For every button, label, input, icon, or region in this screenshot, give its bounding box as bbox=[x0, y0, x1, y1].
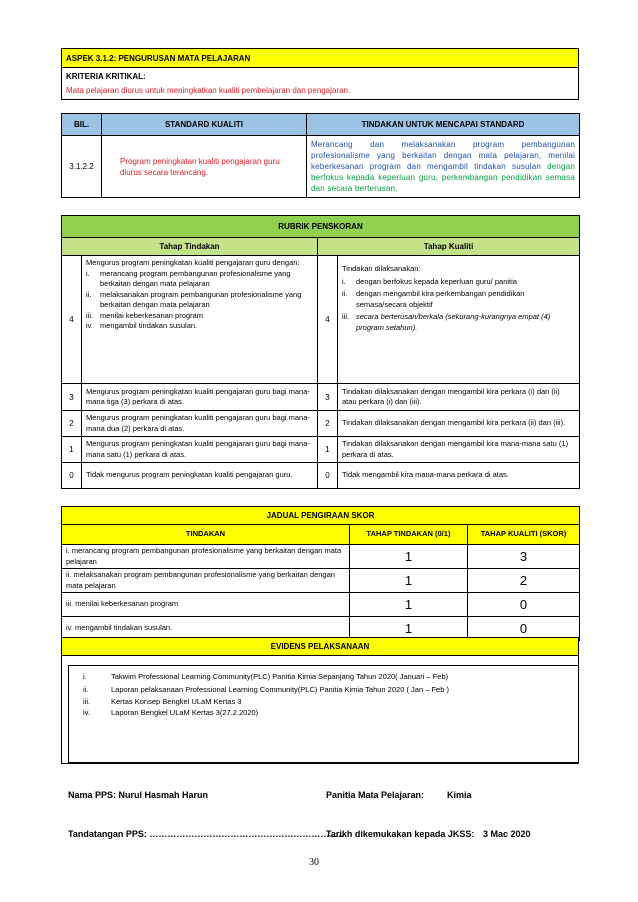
header-tindakan-col: TINDAKAN bbox=[62, 525, 350, 545]
table-row: 3 Mengurus program peningkatan kualiti pengajaran guru bagi mana-mana tiga (3) perkara di atas. 3 Tindakan dilaksanakan dengan mengambil kira perkara (i) dan (ii) atau perkara (i) dan (iii). bbox=[62, 384, 580, 411]
list-item: iv. Laporan Bengkel ULaM Kertas 3(27.2.2020) bbox=[83, 707, 259, 717]
kriteria-label: KRITERIA KRITIKAL: bbox=[66, 72, 146, 81]
header-tahap-kualiti: TAHAP KUALITI (SKOR) bbox=[468, 525, 580, 545]
table-row: 1 Mengurus program peningkatan kualiti pengajaran guru bagi mana-mana satu (1) perkara di atas. 1 Tindakan dilaksanakan dengan mengambil kira mana-mana satu (1) perkara di atas. bbox=[62, 437, 580, 463]
rubrik-table bbox=[61, 215, 580, 489]
panitia-label: Panitia Mata Pelajaran: bbox=[326, 790, 425, 800]
panitia-value: Kimia bbox=[447, 790, 472, 800]
jadual-table bbox=[61, 506, 580, 641]
header-bil: BIL. bbox=[62, 114, 102, 136]
table-row: 2 Mengurus program peningkatan kualiti pengajaran guru bagi mana-mana dua (2) perkara di atas. 2 Tindakan dilaksanakan dengan mengambil kira perkara (ii) dan (iii). bbox=[62, 411, 580, 437]
evidens-table bbox=[61, 637, 579, 764]
list-item: ii. dengan mengambil kira perkembangan pendidikan semasa/secara objektif bbox=[342, 289, 525, 309]
table-row: ii. melaksanakan program pembangunan profesionalisme yang berkaitan dengan mata pelajaran 1 2 bbox=[62, 569, 580, 593]
col-tahap-kualiti: Tahap Kualiti bbox=[318, 238, 580, 256]
table-row: iii. menilai keberkesanan program 1 0 bbox=[62, 593, 580, 617]
page-number: 30 bbox=[309, 857, 319, 868]
evidens-list bbox=[68, 665, 578, 763]
standard-kualiti-text: Program peningkatan kualiti pengajaran guru diurus secara terancang. bbox=[102, 136, 307, 198]
table-row: 0 Tidak mengurus program peningkatan kualiti pengajaran guru. 0 Tidak mengambil kira mana-mana perkara di atas. bbox=[62, 463, 580, 489]
score-left-4: 4 bbox=[62, 256, 82, 384]
header-standard-kualiti: STANDARD KUALITI bbox=[102, 114, 307, 136]
list-item: iv. mengambil tindakan susulan. bbox=[86, 321, 198, 330]
list-item: i. Takwim Professional Learning Community(PLC) Panitia Kimia Sepanjang Tahun 2020( Januari – Feb) bbox=[83, 672, 449, 681]
tandatangan: Tandatangan PPS: ……………………………………………………….. bbox=[68, 829, 344, 839]
tarikh-label: Tarikh dikemukakan kepada JKSS: bbox=[326, 829, 475, 839]
nama-pps: Nama PPS: Nurul Hasmah Harun bbox=[68, 790, 209, 800]
score-right-4: 4 bbox=[318, 256, 338, 384]
list-item: iii. secara berterusan/berkala (sekurang-kurangnya empat (4) program setahun). bbox=[342, 312, 551, 332]
table-row: i. merancang program pembangunan profesionalisme yang berkaitan dengan mata pelajaran 1 3 bbox=[62, 545, 580, 569]
col-tahap-tindakan: Tahap Tindakan bbox=[62, 238, 318, 256]
list-item: ii. melaksanakan program pembangunan profesionalisme yang berkaitan dengan mata pelajaran bbox=[86, 289, 302, 309]
list-item: i. dengan berfokus kepada keperluan guru/ panitia bbox=[342, 276, 517, 286]
kriteria-text: Mata pelajaran diurus untuk meningkatkan kualiti pembelajaran dan pengajaran. bbox=[66, 86, 351, 95]
header-tindakan: TINDAKAN UNTUK MENCAPAI STANDARD bbox=[307, 114, 580, 136]
list-item: iii. Kertas Konsep Bengkel ULaM Kertas 3 bbox=[83, 697, 242, 706]
tindakan-text: Merancang dan melaksanakan program pembangunan profesionalisme yang berkaitan dengan mata pelajaran, menilai keberkesanan program dan mengambil tindakan susulan dengan berfokus kepada keperluan guru, perkembangan pendidikan semasa dan secara berterusan. bbox=[307, 136, 580, 198]
rubrik-title: RUBRIK PENSKORAN bbox=[62, 216, 580, 238]
evidens-title: EVIDENS PELAKSANAAN bbox=[62, 638, 579, 656]
list-item: iii. menilai keberkesanan program bbox=[86, 310, 203, 320]
header-tahap-tindakan: TAHAP TINDAKAN (0/1) bbox=[350, 525, 468, 545]
list-item: ii. Laporan pelaksanaan Professional Learning Community(PLC) Panitia Kimia Tahun 2020 ( Jan – Feb ) bbox=[83, 684, 449, 694]
row4-right: Tindakan dilaksanakan: i. dengan berfokus kepada keperluan guru/ panitia ii. dengan mengambil kira perkembangan pendidikan semasa/secara objektif iii. secara berterusan/berkala (sekurang-kurangnya empat (4) program setahun). bbox=[338, 256, 580, 384]
jadual-title: JADUAL PENGIRAAN SKOR bbox=[62, 507, 580, 525]
aspek-table bbox=[61, 48, 579, 100]
list-item: i. merancang program pembangunan profesionalisme yang berkaitan dengan mata pelajaran bbox=[86, 268, 291, 288]
standard-table bbox=[61, 113, 580, 198]
aspek-title: ASPEK 3.1.2: PENGURUSAN MATA PELAJARAN bbox=[62, 49, 579, 68]
row4-left: Mengurus program peningkatan kualiti pengajaran guru dengan: i. merancang program pembangunan profesionalisme yang berkaitan dengan mata pelajaran ii. melaksanakan program pembangunan profesionalisme yang berkaitan dengan mata pelajaran iii. menilai keberkesanan program iv. mengambil tindakan susulan. bbox=[82, 256, 318, 384]
table-row: iv. mengambil tindakan susulan. 1 0 bbox=[62, 617, 580, 641]
bil-value: 3.1.2.2 bbox=[62, 136, 102, 198]
tarikh-value: 3 Mac 2020 bbox=[483, 829, 531, 839]
